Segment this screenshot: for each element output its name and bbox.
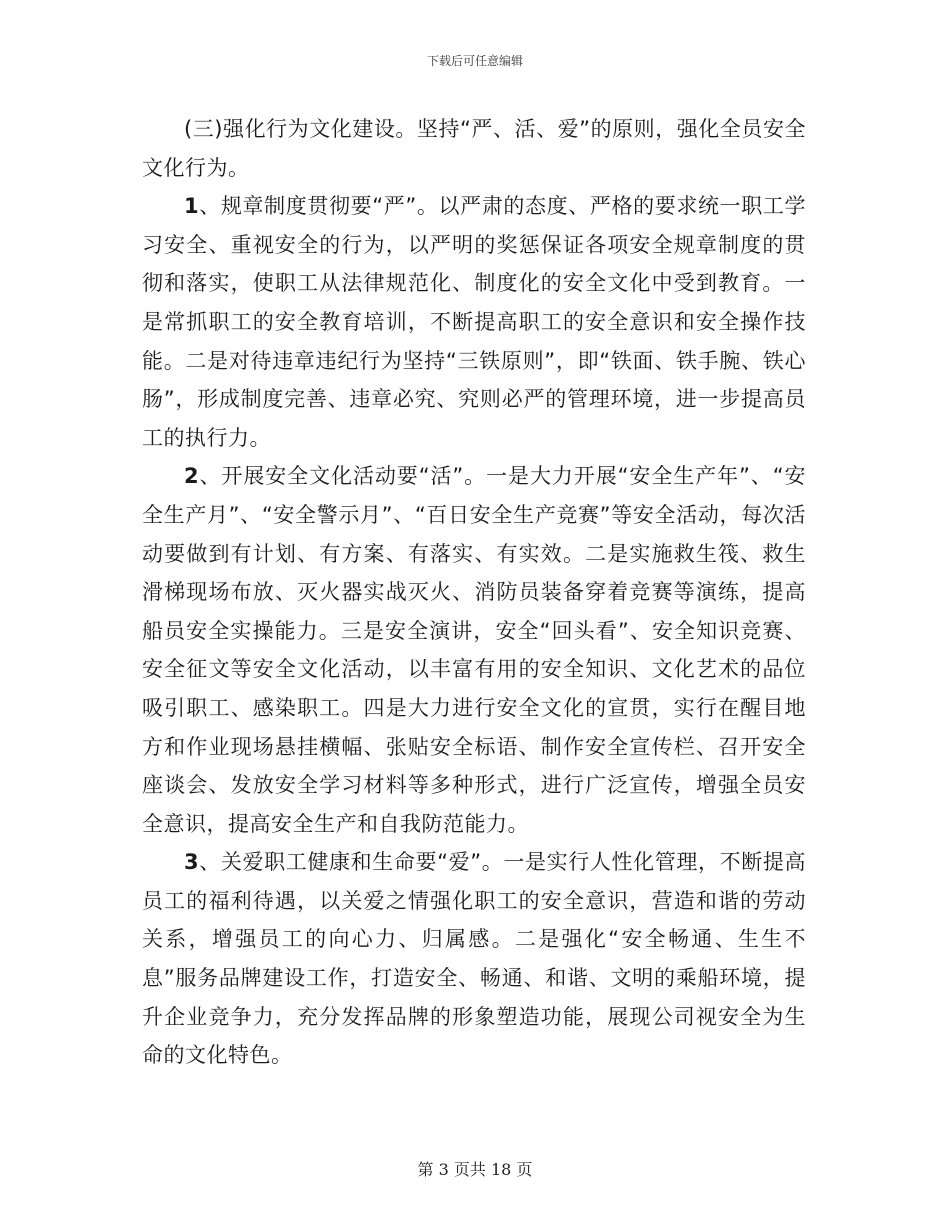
- paragraph-rules-strict: [142, 187, 806, 457]
- paragraph-text: 、规章制度贯彻要“严”。以严肃的态度、严格的要求统一职工学习安全、重视安全的行为，以严明的奖惩保证各项安全规章制度的贯彻和落实，使职工从法律规范化、制度化的安全文化中受到教育。一是常抓职工的安全教育培训，不断提高职工的安全意识和安全操作技能。二是对待违章违纪行为坚持“三铁原则”，即“铁面、铁手腕、铁心肠”，形成制度完善、违章必究、究则必严的管理环境，进一步提高员工的执行力。: [142, 194, 806, 450]
- paragraph-text: 、关爱职工健康和生命要“爱”。一是实行人性化管理，不断提高员工的福利待遇，以关爱之情强化职工的安全意识，营造和谐的劳动关系，增强员工的向心力、归属感。二是强化“安全畅通、生生不息”服务品牌建设工作，打造安全、畅通、和谐、文明的乘船环境，提升企业竞争力，充分发挥品牌的形象塑造功能，展现公司视安全为生命的文化特色。: [142, 850, 806, 1068]
- paragraph-care-love: [142, 843, 806, 1075]
- paragraph-text: 、开展安全文化活动要“活”。一是大力开展“安全生产年”、“安全生产月”、“安全警示月”、“百日安全生产竞赛”等安全活动，每次活动要做到有计划、有方案、有落实、有实效。二是实施救生筏、救生滑梯现场布放、灭火器实战灭火、消防员装备穿着竞赛等演练，提高船员安全实操能力。三是安全演讲，安全“回头看”、安全知识竞赛、安全征文等安全文化活动，以丰富有用的安全知识、文化艺术的品位吸引职工、感染职工。四是大力进行安全文化的宣贯，实行在醒目地方和作业现场悬挂横幅、张贴安全标语、制作安全宣传栏、召开安全座谈会、发放安全学习材料等多种形式，进行广泛宣传，增强全员安全意识，提高安全生产和自我防范能力。: [142, 464, 806, 836]
- paragraph-behavior-culture: [142, 110, 806, 187]
- page-header: 下载后可任意编辑: [426, 54, 523, 68]
- document-body: [142, 110, 806, 1075]
- paragraph-number: 3: [184, 850, 200, 875]
- page-footer: 第 3 页共 18 页: [417, 1160, 533, 1179]
- paragraph-number: 2: [184, 464, 200, 489]
- paragraph-activities-lively: [142, 457, 806, 843]
- paragraph-text: (三)强化行为文化建设。坚持“严、活、爱”的原则，强化全员安全文化行为。: [142, 117, 806, 180]
- paragraph-number: 1: [184, 194, 200, 219]
